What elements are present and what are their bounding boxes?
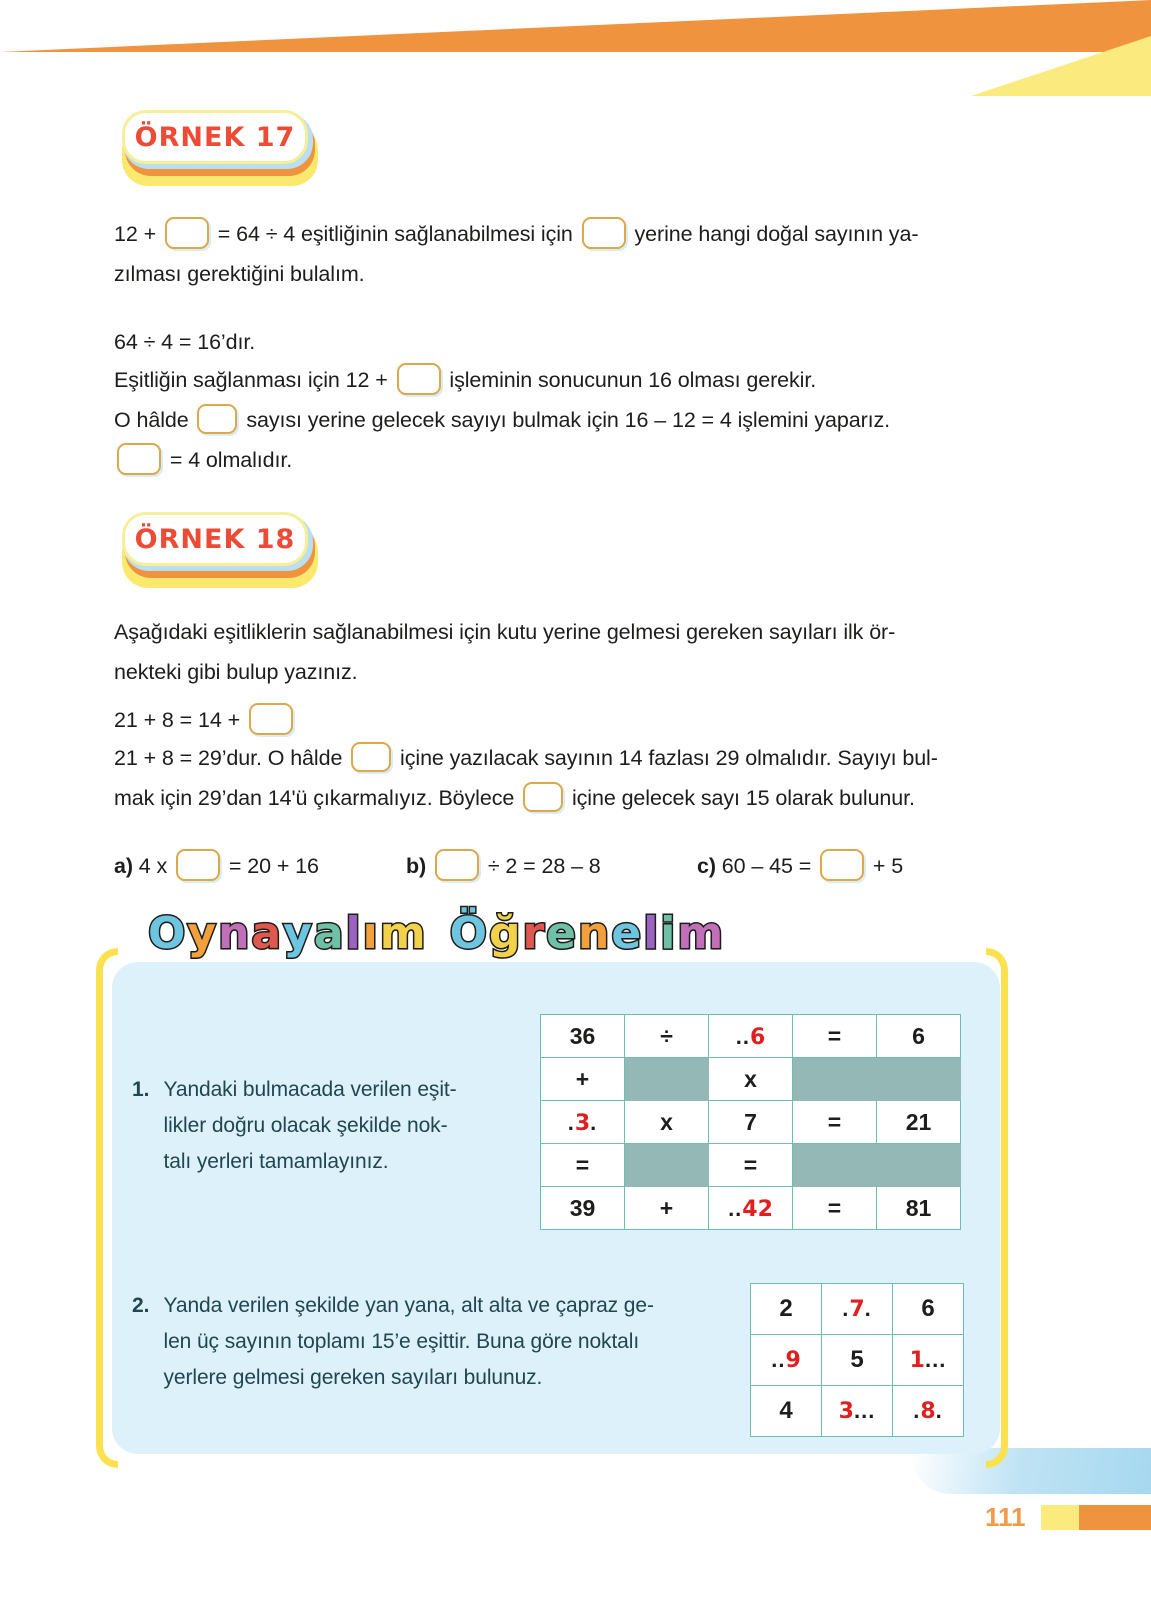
- answer-box-blank[interactable]: [117, 443, 161, 475]
- activity-title-word1-letter-2: n: [218, 908, 252, 959]
- example-17-solution-line1: 64 ÷ 4 = 16’dır.: [114, 330, 256, 354]
- puzzle-grid-cell-r4c1: +: [625, 1187, 709, 1230]
- subquestion-c: [697, 846, 903, 886]
- puzzle-grid-cell-r3c1: [625, 1144, 709, 1187]
- answer-box-blank[interactable]: [523, 782, 563, 812]
- example-18-instruction: [114, 612, 1044, 692]
- page-number: 111: [985, 1502, 1026, 1532]
- activity-title-word2-letter-6: l: [643, 908, 661, 959]
- magic-square-cell-r1c2[interactable]: 1...: [893, 1335, 964, 1386]
- magic-square-cell-r1c0[interactable]: ..9: [751, 1335, 822, 1386]
- worked-line3-text-b: içine gelecek sayı 15 olarak bulunur.: [566, 786, 915, 810]
- activity-title-word1-letter-3: a: [251, 908, 284, 959]
- puzzle-grid-row: [541, 1101, 961, 1144]
- example-17-solution-line3: [114, 400, 1034, 440]
- question-2-text: [164, 1288, 654, 1396]
- puzzle-grid-cell-r2c4: 21: [877, 1101, 961, 1144]
- puzzle-grid-cell-r1c4: [877, 1058, 961, 1101]
- magic-square-row: [751, 1386, 964, 1437]
- answer-box-blank[interactable]: [351, 742, 391, 772]
- solution-line2-text-b: işleminin sonucunun 16 olması gerekir.: [443, 368, 817, 392]
- activity-title-word2-letter-7: i: [660, 908, 678, 959]
- magic-square-row: [751, 1335, 964, 1386]
- activity-title: [148, 908, 725, 959]
- puzzle-grid-row: [541, 1187, 961, 1230]
- puzzle-grid-cell-r2c2: 7: [709, 1101, 793, 1144]
- puzzle-grid-cell-r3c4: [877, 1144, 961, 1187]
- question-2-line-3: yerlere gelmesi gereken sayıları bulunuz.: [163, 1366, 543, 1389]
- example-18-worked-line3: [114, 778, 1044, 818]
- solution-line4-text: = 4 olmalıdır.: [164, 448, 293, 472]
- subquestion-c-after: + 5: [867, 854, 904, 878]
- subquestion-c-label: c): [697, 854, 716, 878]
- example-17-solution-line2: [114, 360, 1034, 400]
- example-17-solution-line4: [114, 440, 1034, 480]
- question-1-text: [164, 1072, 457, 1180]
- puzzle-grid-cell-r1c0: +: [541, 1058, 625, 1101]
- answer-box-blank[interactable]: [397, 363, 441, 395]
- example-17-problem: [114, 214, 1034, 294]
- answer-box-blank[interactable]: [197, 404, 237, 434]
- example-17-problem-line2: zılması gerektiğini bulalım.: [114, 262, 365, 286]
- footer-orange-block: [1079, 1505, 1151, 1530]
- solution-line3-text-b: sayısı yerine gelecek sayıyı bulmak için 16 – 12 = 4 işlemini yaparız.: [240, 408, 891, 432]
- puzzle-grid-cell-r2c1: x: [625, 1101, 709, 1144]
- subquestion-b-before: [426, 854, 432, 878]
- example-18-worked-equation: [114, 700, 296, 740]
- puzzle-grid-cell-r1c3: [793, 1058, 877, 1101]
- puzzle-grid-cell-r0c2[interactable]: ..6: [709, 1015, 793, 1058]
- subquestion-c-before: 60 – 45 =: [715, 854, 818, 878]
- question-2-line-2: len üç sayının toplamı 15’e eşittir. Buna göre noktalı: [163, 1330, 640, 1353]
- activity-title-space: [428, 908, 450, 959]
- activity-title-word2-letter-4: n: [578, 908, 612, 959]
- puzzle-grid-cell-r3c0: =: [541, 1144, 625, 1187]
- activity-title-word2-letter-3: e: [546, 908, 579, 959]
- bottom-blue-corner-decoration: [911, 1448, 1151, 1494]
- example-18-badge: [122, 512, 308, 566]
- example-17-problem-part3: yerine hangi doğal sayının ya-: [628, 222, 919, 246]
- activity-title-word2-letter-0: Ö: [449, 908, 489, 959]
- badge-front: [122, 512, 308, 566]
- puzzle-grid-cell-r0c0: 36: [541, 1015, 625, 1058]
- activity-title-word1-letter-4: y: [283, 908, 314, 959]
- puzzle-grid-cell-r4c3: =: [793, 1187, 877, 1230]
- puzzle-grid-row: [541, 1015, 961, 1058]
- puzzle-grid-row: [541, 1144, 961, 1187]
- activity-title-word1-letter-0: O: [148, 908, 188, 959]
- worked-line2-text-b: içine yazılacak sayının 14 fazlası 29 olmalıdır. Sayıyı bul-: [394, 746, 938, 770]
- answer-box-blank[interactable]: [165, 217, 209, 249]
- question-2-line-1: Yanda verilen şekilde yan yana, alt alta ve çapraz ge-: [163, 1294, 654, 1317]
- activity-title-word2-letter-8: m: [677, 908, 726, 959]
- puzzle-grid-cell-r4c4: 81: [877, 1187, 961, 1230]
- example-18-worked-line2: [114, 738, 1044, 778]
- magic-square-row: [751, 1284, 964, 1335]
- magic-square-cell-r0c2: 6: [893, 1284, 964, 1335]
- answer-box-blank[interactable]: [582, 217, 626, 249]
- question-1-line-3: talı yerleri tamamlayınız.: [163, 1150, 389, 1173]
- puzzle-grid-cell-r4c0: 39: [541, 1187, 625, 1230]
- footer-yellow-block: [1041, 1505, 1079, 1530]
- puzzle-grid-cell-r0c3: =: [793, 1015, 877, 1058]
- magic-square-cell-r2c2[interactable]: .8.: [893, 1386, 964, 1437]
- puzzle-grid-cell-r3c2: =: [709, 1144, 793, 1187]
- example-18-instruction-line2: nekteki gibi bulup yazınız.: [114, 660, 358, 684]
- magic-square-cell-r0c0: 2: [751, 1284, 822, 1335]
- puzzle-grid-cell-r3c3: [793, 1144, 877, 1187]
- example-17-badge: [122, 110, 308, 164]
- puzzle-grid-row: [541, 1058, 961, 1101]
- activity-title-word1-letter-7: ı: [362, 908, 380, 959]
- question-1-number: 1.: [132, 1078, 150, 1101]
- activity-title-word1-letter-8: m: [379, 908, 428, 959]
- magic-square-cell-r2c1[interactable]: 3...: [822, 1386, 893, 1437]
- subquestion-b-after: ÷ 2 = 28 – 8: [481, 854, 601, 878]
- question-2-number: 2.: [132, 1294, 150, 1317]
- activity-title-word2-letter-5: e: [611, 908, 644, 959]
- answer-box-blank[interactable]: [176, 849, 220, 881]
- worked-line2-text-a: 21 + 8 = 29’dur. O hâlde: [114, 746, 349, 770]
- magic-square-grid[interactable]: [750, 1283, 964, 1437]
- subquestion-a: [114, 846, 319, 886]
- magic-square-cell-r1c1: 5: [822, 1335, 893, 1386]
- puzzle-grid-cell-r1c1: [625, 1058, 709, 1101]
- solution-line2-text-a: Eşitliğin sağlanması için 12 +: [114, 368, 394, 392]
- activity-title-word1-letter-6: l: [345, 908, 363, 959]
- activity-title-word2-letter-2: r: [522, 908, 547, 959]
- magic-square-cell-r2c0: 4: [751, 1386, 822, 1437]
- puzzle-grid-cell-r2c3: =: [793, 1101, 877, 1144]
- puzzle-grid-cell-r1c2: x: [709, 1058, 793, 1101]
- question-1-line-1: Yandaki bulmacada verilen eşit-: [163, 1078, 457, 1101]
- activity-title-word1-letter-5: a: [313, 908, 346, 959]
- subquestion-a-before: 4 x: [132, 854, 174, 878]
- activity-question-1: [132, 1072, 532, 1180]
- answer-box-blank[interactable]: [820, 849, 864, 881]
- puzzle-grid-cell-r0c4: 6: [877, 1015, 961, 1058]
- subquestion-b: [406, 846, 601, 886]
- worked-equation-text: 21 + 8 = 14 +: [114, 708, 246, 732]
- question-1-line-2: likler doğru olacak şekilde nok-: [163, 1114, 448, 1137]
- example-18-label: ÖRNEK 18: [134, 523, 296, 555]
- activity-title-word2-letter-1: ğ: [488, 908, 523, 959]
- top-orange-corner-decoration: [0, 0, 1151, 52]
- example-18-instruction-line1: Aşağıdaki eşitliklerin sağlanabilmesi için kutu yerine gelmesi gereken sayıları ilk ör-: [114, 620, 896, 644]
- subquestion-a-label: a): [114, 854, 133, 878]
- puzzle-grid-cell-r0c1: ÷: [625, 1015, 709, 1058]
- subquestion-a-after: = 20 + 16: [223, 854, 319, 878]
- example-17-problem-part2: = 64 ÷ 4 eşitliğinin sağlanabilmesi için: [211, 222, 579, 246]
- activity-question-2: [132, 1288, 742, 1396]
- answer-box-blank[interactable]: [249, 703, 293, 735]
- badge-front: [122, 110, 308, 164]
- puzzle-grid-cell-r4c2[interactable]: ..42: [709, 1187, 793, 1230]
- puzzle-grid-cell-r2c0[interactable]: .3.: [541, 1101, 625, 1144]
- magic-square-cell-r0c1[interactable]: .7.: [822, 1284, 893, 1335]
- puzzle-grid[interactable]: [540, 1014, 961, 1230]
- answer-box-blank[interactable]: [435, 849, 479, 881]
- activity-title-word1-letter-1: y: [187, 908, 219, 959]
- worked-line3-text-a: mak için 29’dan 14'ü çıkarmalıyız. Böylece: [114, 786, 521, 810]
- solution-line3-text-a: O hâlde: [114, 408, 195, 432]
- example-17-label: ÖRNEK 17: [134, 121, 296, 153]
- example-17-problem-part1: 12 +: [114, 222, 162, 246]
- subquestion-b-label: b): [406, 854, 427, 878]
